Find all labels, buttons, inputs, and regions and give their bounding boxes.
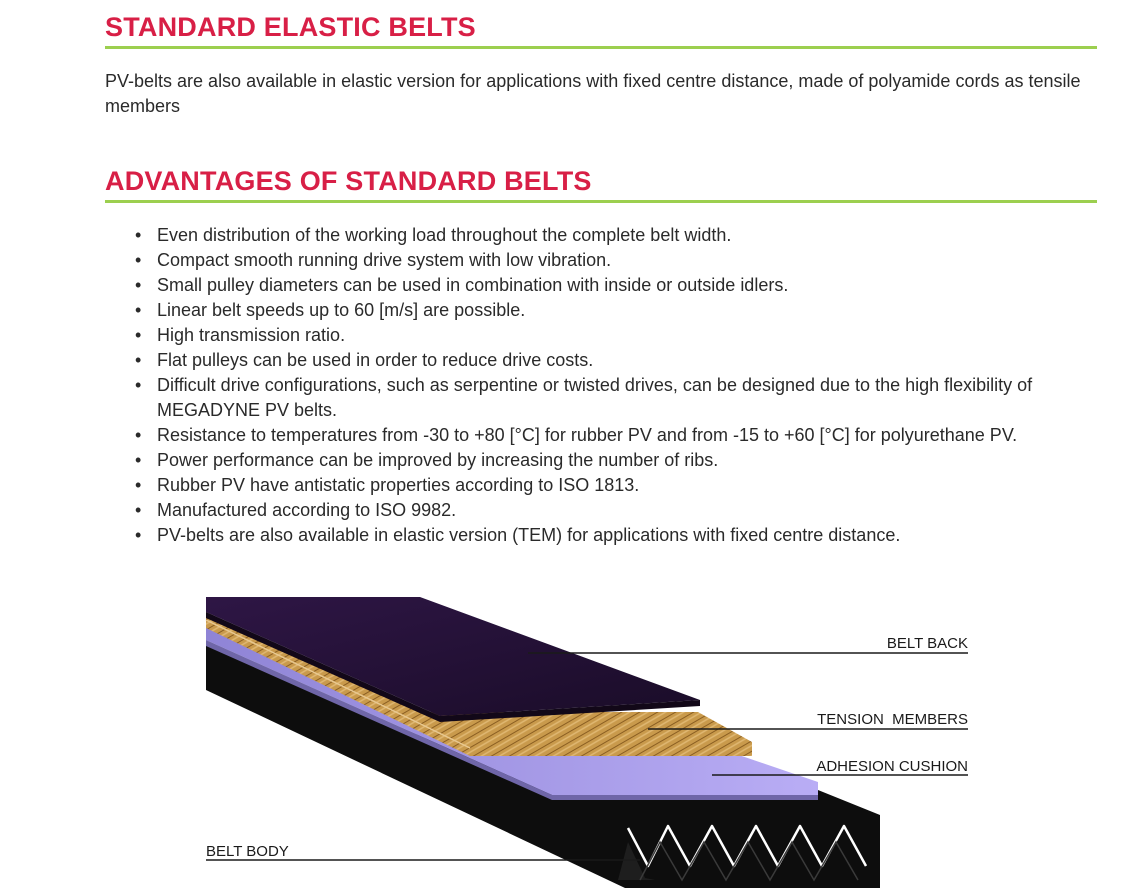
list-item: • Power performance can be improved by increasing the number of ribs. xyxy=(157,448,1107,473)
list-item: • Small pulley diameters can be used in combination with inside or outside idlers. xyxy=(157,273,1107,298)
list-item: • PV-belts are also available in elastic version (TEM) for applications with fixed centre distance. xyxy=(157,523,1107,548)
list-item: • Rubber PV have antistatic properties according to ISO 1813. xyxy=(157,473,1107,498)
belt-cross-section-diagram xyxy=(0,560,1142,889)
elastic-belts-heading: STANDARD ELASTIC BELTS xyxy=(105,12,476,42)
list-item: • Difficult drive configurations, such as serpentine or twisted drives, can be designed due to the high flexibility of MEGADYNE PV belts. xyxy=(157,373,1107,423)
list-item: • Linear belt speeds up to 60 [m/s] are possible. xyxy=(157,298,1107,323)
belt-back-label: BELT BACK xyxy=(886,635,968,652)
advantages-heading-rule xyxy=(105,200,1097,203)
tension-members-label: TENSION MEMBERS xyxy=(817,711,968,728)
belt-body-label: BELT BODY xyxy=(206,843,289,860)
advantages-list xyxy=(157,223,1107,548)
list-item: • Resistance to temperatures from -30 to +80 [°C] for rubber PV and from -15 to +60 [°C] for polyurethane PV. xyxy=(157,423,1107,448)
list-item: • Flat pulleys can be used in order to reduce drive costs. xyxy=(157,348,1107,373)
list-item: • High transmission ratio. xyxy=(157,323,1107,348)
list-item: • Even distribution of the working load throughout the complete belt width. xyxy=(157,223,1107,248)
list-item: • Compact smooth running drive system with low vibration. xyxy=(157,248,1107,273)
advantages-heading: ADVANTAGES OF STANDARD BELTS xyxy=(105,166,592,196)
adhesion-cushion-label: ADHESION CUSHION xyxy=(816,758,968,775)
elastic-heading-rule xyxy=(105,46,1097,49)
list-item: • Manufactured according to ISO 9982. xyxy=(157,498,1107,523)
elastic-belts-paragraph: PV-belts are also available in elastic version for applications with fixed centre distance, made of polyamide cords as tensile members xyxy=(105,71,1081,116)
